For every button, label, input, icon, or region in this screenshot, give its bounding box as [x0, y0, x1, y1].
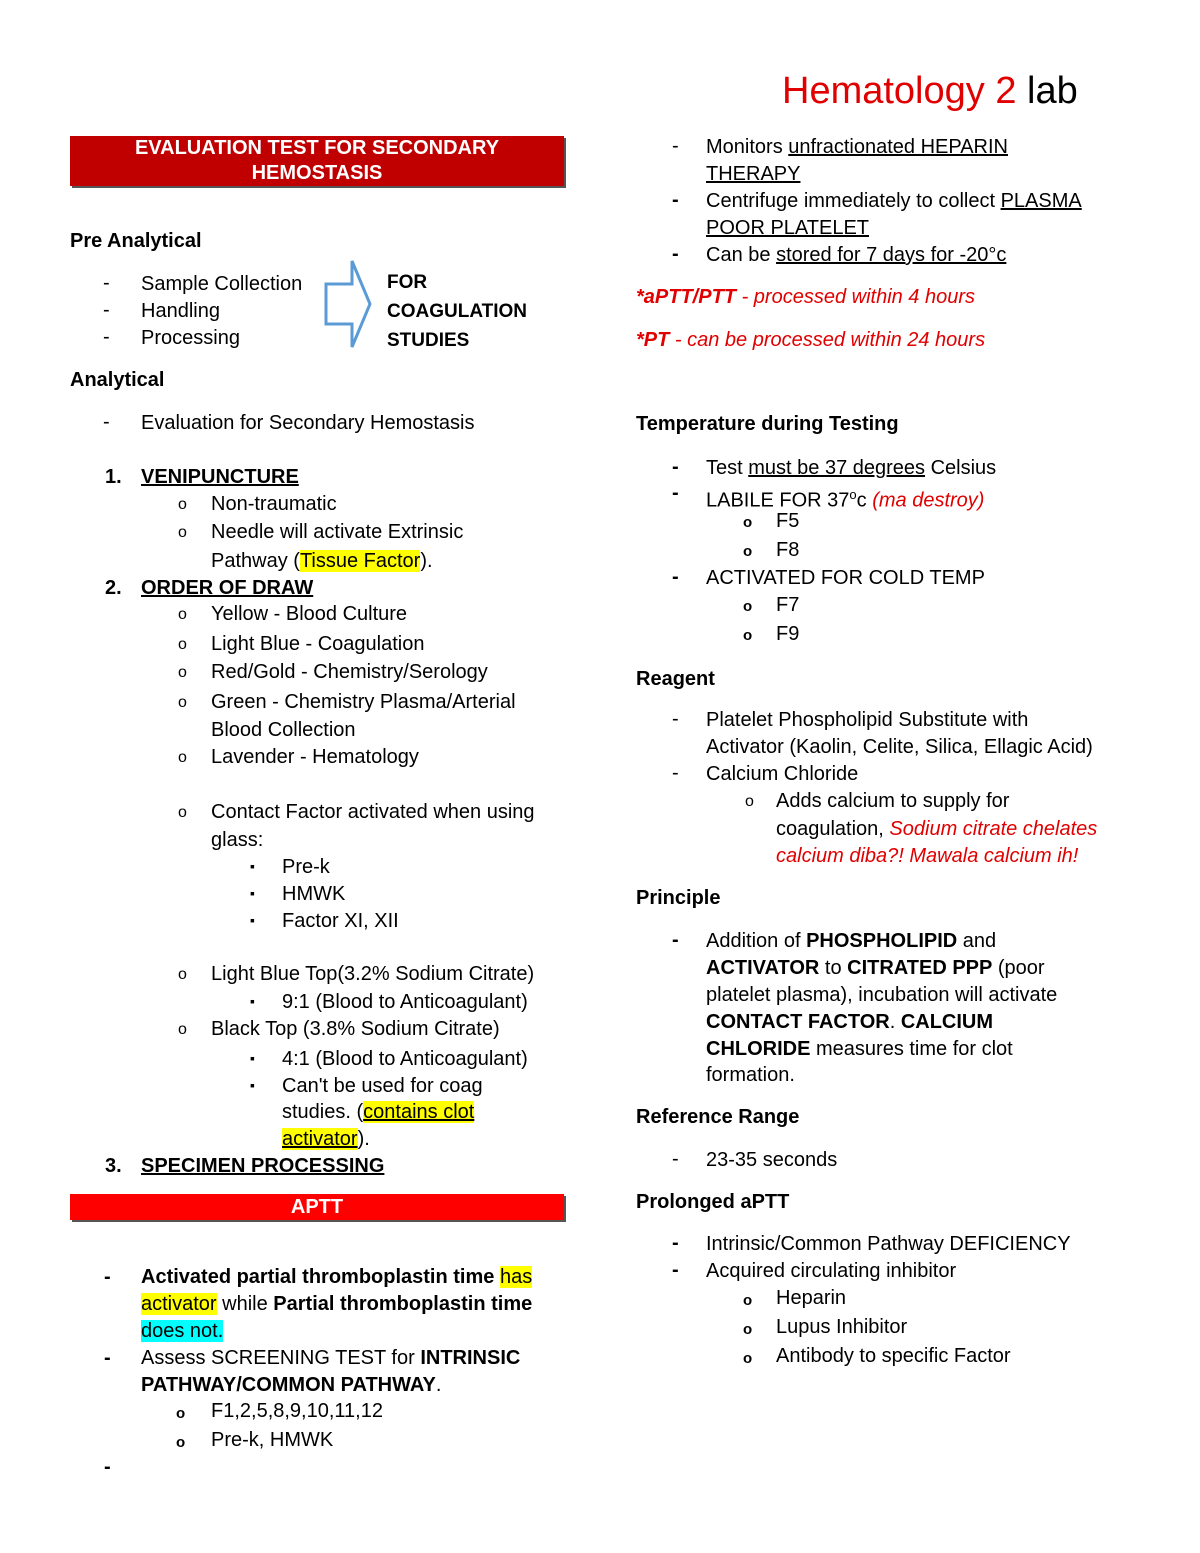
bullet-dash: - [672, 482, 679, 504]
note-aptt-ptt: *aPTT/PTT - processed within 4 hours [636, 286, 976, 308]
list-item-continued: POOR PLATELET [706, 217, 870, 239]
heading-analytical: Analytical [70, 369, 165, 391]
banner-line-1: EVALUATION TEST FOR SECONDARY [134, 137, 500, 159]
bullet-dash: - [672, 1148, 679, 1170]
circle-bullet: o [178, 524, 187, 541]
aptt-desc-line: activator while Partial thromboplastin time [141, 1293, 533, 1315]
square-bullet: ▪ [250, 912, 255, 928]
note-pt: *PT - can be processed within 24 hours [636, 329, 986, 351]
heading-reference-range: Reference Range [636, 1106, 800, 1128]
circle-bullet: o [178, 1021, 187, 1038]
bullet-dash: - [104, 1347, 111, 1369]
coag-line: FOR [387, 272, 428, 293]
list-item: Can be stored for 7 days for -20°c [706, 244, 1007, 266]
list-item: HMWK [282, 883, 346, 905]
coag-line: STUDIES [387, 330, 470, 351]
list-item: Contact Factor activated when using [211, 801, 535, 823]
list-item: Red/Gold - Chemistry/Serology [211, 661, 488, 683]
section-banner-aptt: APTT [70, 1194, 564, 1220]
list-item: Monitors unfractionated HEPARIN [706, 136, 1008, 158]
circle-bullet: o [743, 514, 753, 531]
list-item-continued: studies. (contains clot [282, 1101, 475, 1123]
list-item: F7 [776, 594, 800, 616]
circle-bullet: o [743, 1321, 753, 1338]
list-item: Evaluation for Secondary Hemostasis [141, 412, 475, 434]
list-item: Antibody to specific Factor [776, 1345, 1011, 1367]
list-item: Lupus Inhibitor [776, 1316, 908, 1338]
list-item: Black Top (3.8% Sodium Citrate) [211, 1018, 500, 1040]
heading-principle: Principle [636, 887, 721, 909]
list-item: Acquired circulating inhibitor [706, 1260, 957, 1282]
principle-line: CHLORIDE measures time for clot [706, 1038, 1013, 1060]
number-label: 2. [105, 577, 122, 599]
bullet-dash: - [672, 1259, 679, 1281]
list-item: Platelet Phospholipid Substitute with [706, 709, 1029, 731]
circle-bullet: o [178, 804, 187, 821]
list-item: Test must be 37 degrees Celsius [706, 457, 997, 479]
bullet-dash: - [672, 243, 679, 265]
bullet-dash: - [672, 456, 679, 478]
aptt-desc-line: Activated partial thromboplastin time has [141, 1266, 533, 1288]
circle-bullet: o [178, 636, 187, 653]
principle-line: ACTIVATOR to CITRATED PPP (poor [706, 957, 1045, 979]
heading-prolonged-aptt: Prolonged aPTT [636, 1191, 790, 1213]
principle-line: CONTACT FACTOR. CALCIUM [706, 1011, 994, 1033]
circle-bullet: o [743, 543, 753, 560]
list-item: Light Blue Top(3.2% Sodium Citrate) [211, 963, 535, 985]
bullet-dash: - [672, 929, 679, 951]
bullet-dash: - [672, 708, 679, 730]
list-item: LABILE FOR 37$^o$c (ma destroy) [706, 487, 985, 512]
bullet-dash: - [104, 1456, 111, 1478]
bullet-dash: - [672, 135, 679, 157]
number-label: 1. [105, 466, 122, 488]
list-item: ACTIVATED FOR COLD TEMP [706, 567, 985, 589]
square-bullet: ▪ [250, 858, 255, 874]
circle-bullet: o [178, 664, 187, 681]
circle-bullet: o [176, 1434, 186, 1451]
aptt-desc-line: does not. [141, 1320, 224, 1342]
list-item: Needle will activate Extrinsic [211, 521, 464, 543]
list-item-continued: THERAPY [706, 163, 801, 185]
number-label: 3. [105, 1155, 122, 1177]
aptt-desc-line: Assess SCREENING TEST for INTRINSIC [141, 1347, 521, 1369]
coag-line: COAGULATION [387, 301, 528, 322]
arrow-right-icon [322, 258, 374, 350]
list-item: Processing [141, 327, 240, 349]
principle-line: Addition of PHOSPHOLIPID and [706, 930, 997, 952]
list-item: 9:1 (Blood to Anticoagulant) [282, 991, 528, 1013]
circle-bullet: o [178, 966, 187, 983]
bullet-dash: - [103, 411, 110, 433]
circle-bullet: o [743, 1292, 753, 1309]
heading-pre-analytical: Pre Analytical [70, 230, 202, 252]
list-item: Lavender - Hematology [211, 746, 419, 768]
for-coagulation-label [387, 268, 527, 355]
heading-venipuncture: VENIPUNCTURE [141, 466, 299, 488]
list-item: Factor XI, XII [282, 910, 399, 932]
aptt-desc-line: PATHWAY/COMMON PATHWAY. [141, 1374, 442, 1396]
circle-bullet: o [743, 1350, 753, 1367]
square-bullet: ▪ [250, 1050, 255, 1066]
circle-bullet: o [178, 496, 187, 513]
list-item: Heparin [776, 1287, 847, 1309]
list-item: F5 [776, 510, 800, 532]
list-item-continued: glass: [211, 829, 264, 851]
list-item: F8 [776, 539, 800, 561]
circle-bullet: o [743, 627, 753, 644]
list-item: Handling [141, 300, 220, 322]
list-item: 23-35 seconds [706, 1149, 838, 1171]
list-item-continued: calcium diba?! Mawala calcium ih! [776, 845, 1079, 867]
list-item: Pre-k, HMWK [211, 1429, 334, 1451]
circle-bullet: o [178, 749, 187, 766]
heading-order-of-draw: ORDER OF DRAW [141, 577, 314, 599]
list-item: Non-traumatic [211, 493, 337, 515]
list-item: Adds calcium to supply for [776, 790, 1010, 812]
bullet-dash: - [672, 1232, 679, 1254]
page-title: Hematology 2 lab [782, 70, 1078, 112]
square-bullet: ▪ [250, 993, 255, 1009]
list-item: Can't be used for coag [282, 1075, 483, 1097]
list-item: Pre-k [282, 856, 330, 878]
circle-bullet: o [176, 1405, 186, 1422]
circle-bullet: o [178, 694, 187, 711]
bullet-dash: - [103, 299, 110, 321]
list-item: Light Blue - Coagulation [211, 633, 425, 655]
heading-specimen-processing: SPECIMEN PROCESSING [141, 1155, 385, 1177]
bullet-dash: - [103, 272, 110, 294]
list-item: Calcium Chloride [706, 763, 859, 785]
list-item: Yellow - Blood Culture [211, 603, 408, 625]
banner-line-2: HEMOSTASIS [251, 162, 383, 184]
list-item: Sample Collection [141, 273, 303, 295]
list-item-continued: Pathway (Tissue Factor). [211, 550, 433, 572]
list-item: Intrinsic/Common Pathway DEFICIENCY [706, 1233, 1071, 1255]
bullet-dash: - [104, 1266, 111, 1288]
section-banner-secondary-hemostasis [70, 136, 564, 186]
square-bullet: ▪ [250, 885, 255, 901]
circle-bullet: o [743, 598, 753, 615]
bullet-dash: - [672, 189, 679, 211]
square-bullet: ▪ [250, 1077, 255, 1093]
list-item: F1,2,5,8,9,10,11,12 [211, 1400, 383, 1422]
list-item: Green - Chemistry Plasma/Arterial [211, 691, 516, 713]
bullet-dash: - [103, 326, 110, 348]
list-item-continued: coagulation, Sodium citrate chelates [776, 818, 1098, 840]
principle-line: platelet plasma), incubation will activate [706, 984, 1058, 1006]
list-item: Centrifuge immediately to collect PLASMA [706, 190, 1082, 212]
circle-bullet: o [745, 793, 754, 810]
list-item-continued: Activator (Kaolin, Celite, Silica, Ellagic Acid) [706, 736, 1093, 758]
heading-reagent: Reagent [636, 668, 715, 690]
bullet-dash: - [672, 762, 679, 784]
heading-temperature: Temperature during Testing [636, 413, 899, 435]
bullet-dash: - [672, 566, 679, 588]
list-item-continued: Blood Collection [211, 719, 356, 741]
list-item: 4:1 (Blood to Anticoagulant) [282, 1048, 528, 1070]
circle-bullet: o [178, 606, 187, 623]
list-item-continued: activator). [282, 1128, 370, 1150]
principle-line: formation. [706, 1064, 795, 1086]
list-item: F9 [776, 623, 800, 645]
